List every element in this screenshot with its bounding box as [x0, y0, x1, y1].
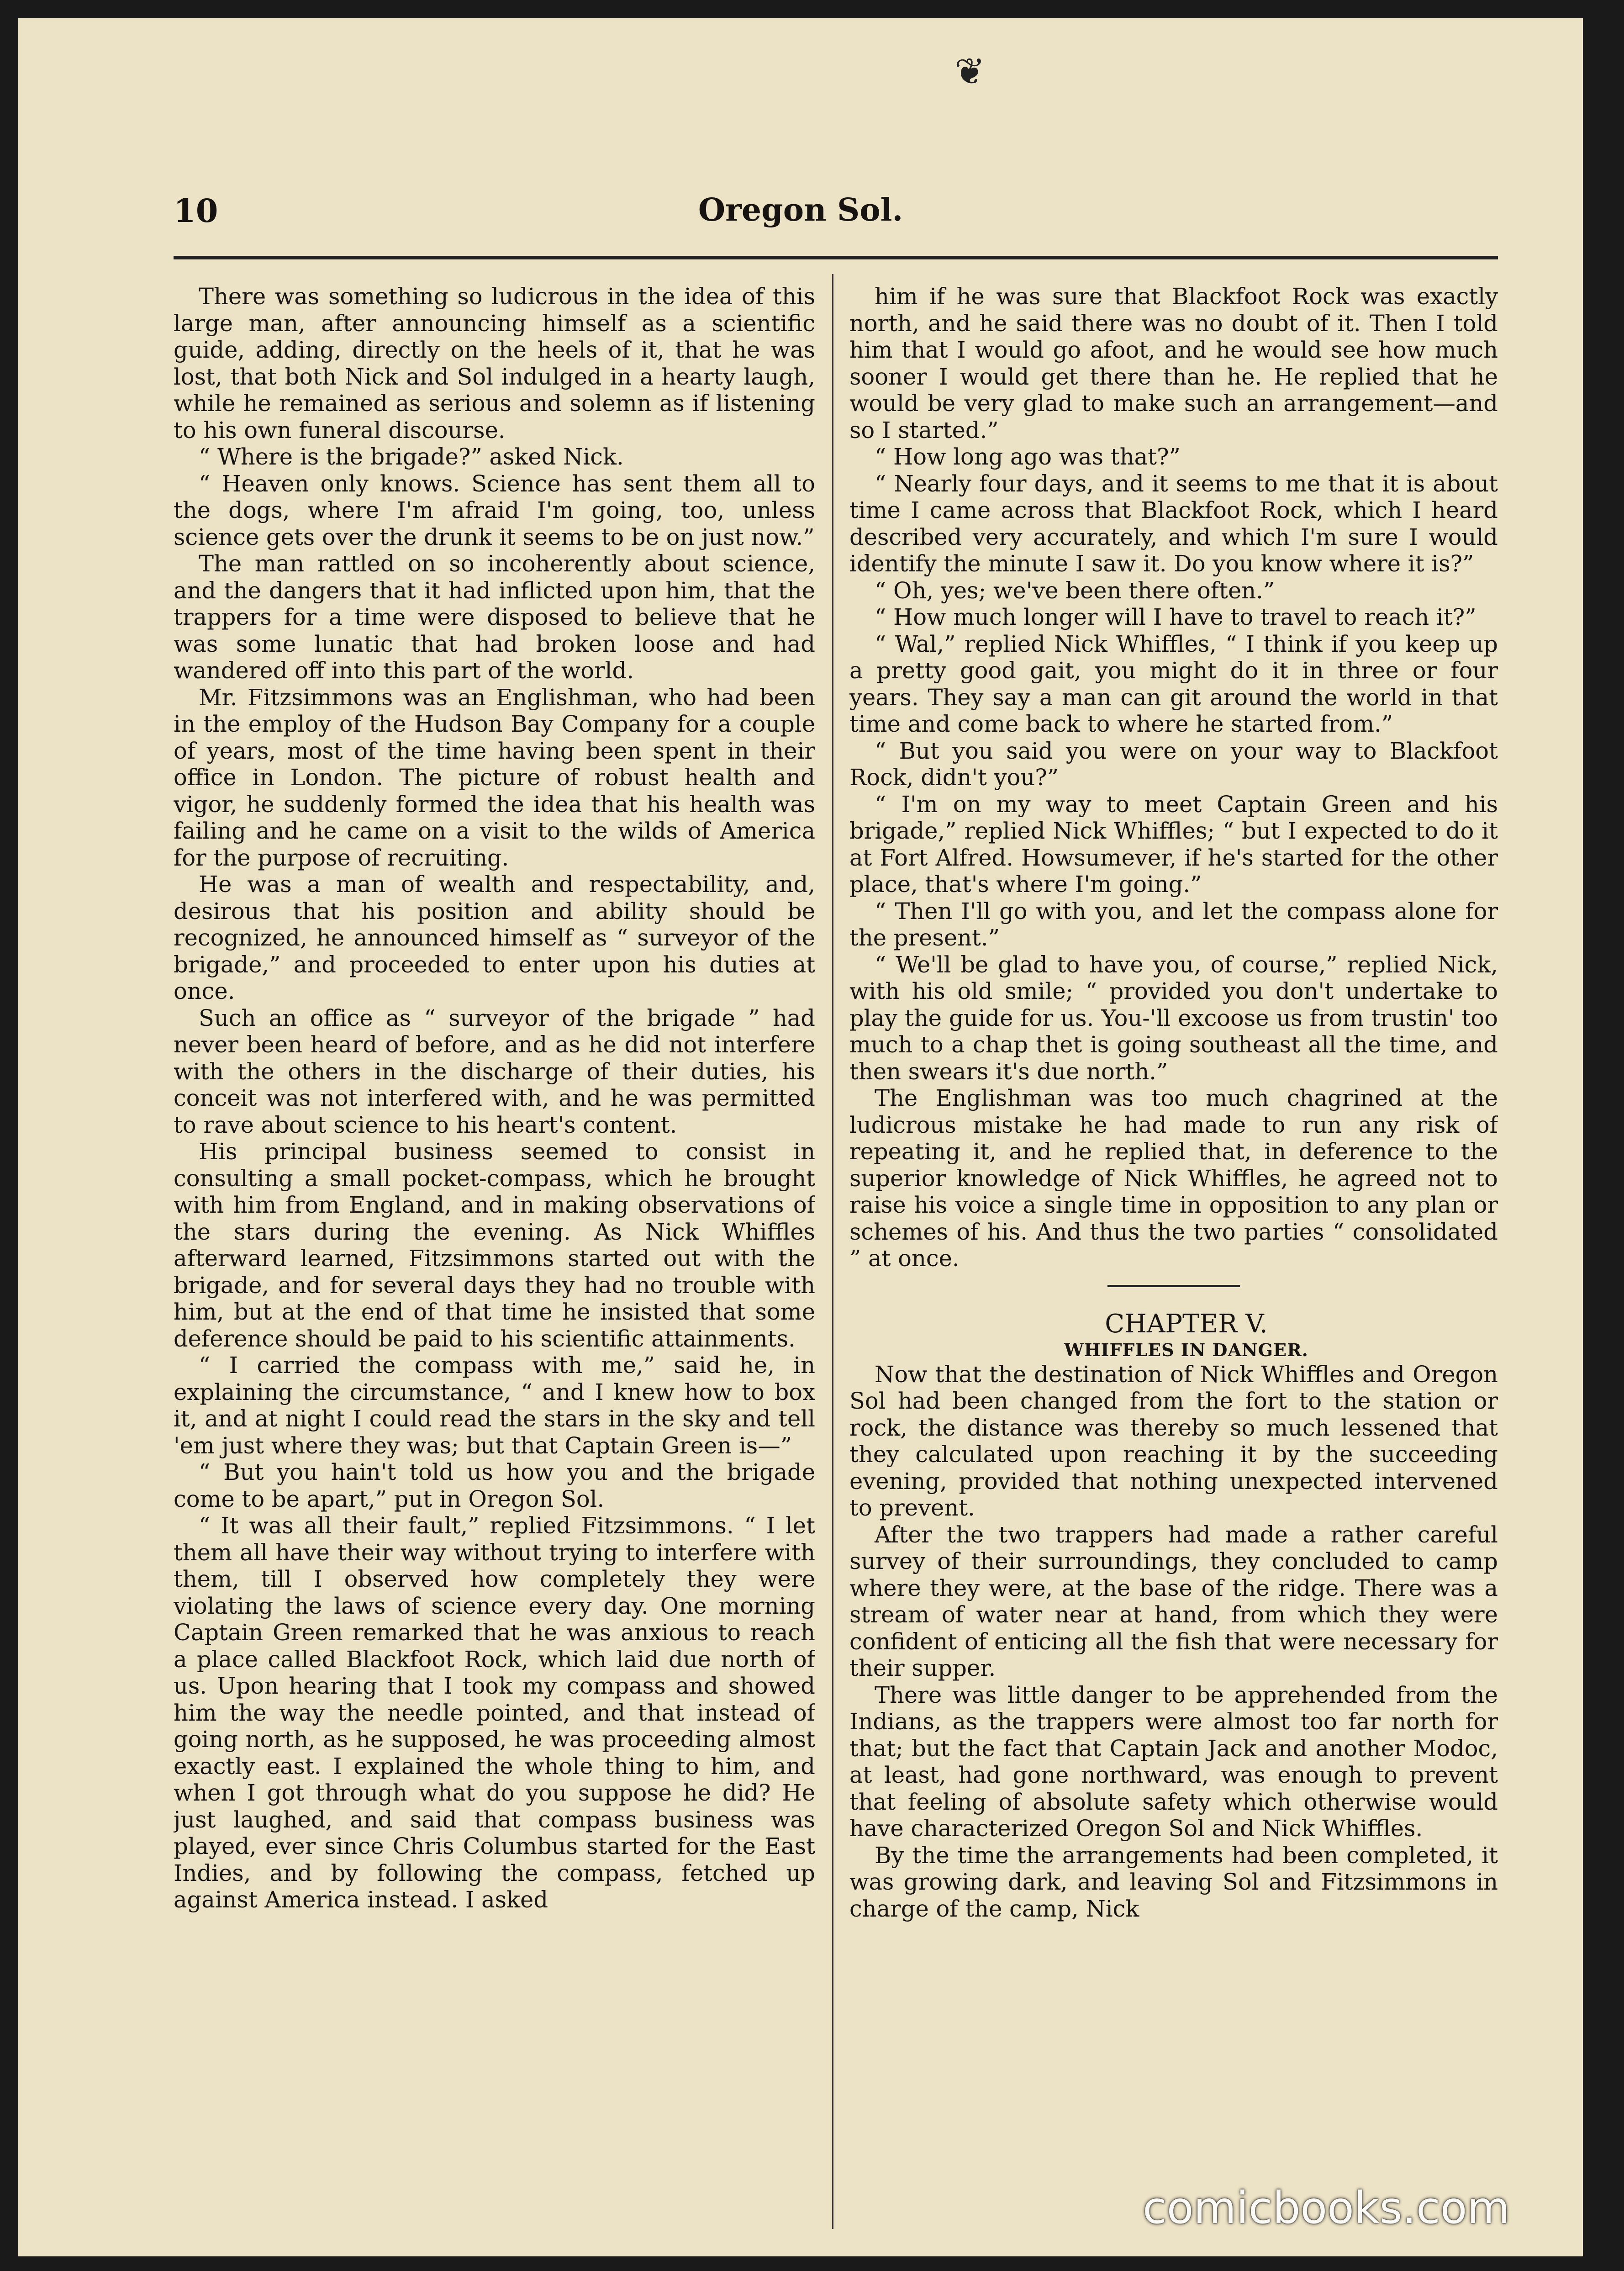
- column-divider: [832, 274, 833, 2229]
- paragraph: “ But you hain't told us how you and the brigade come to be apart,” put in Oregon Sol.: [174, 1459, 815, 1512]
- paragraph: “ Wal,” replied Nick Whiffles, “ I think if you keep up a pretty good gait, you might do it in three or four years. They say a man can git around the world in that time and come back to where he started from.”: [849, 630, 1498, 737]
- paragraph: “ Then I'll go with you, and let the compass alone for the present.”: [849, 898, 1498, 951]
- paragraph: He was a man of wealth and respectability, and, desirous that his position and ability should be recognized, he announced himself as “ surveyor of the brigade,” and proceeded to enter upon his duties at once.: [174, 871, 815, 1004]
- paragraph: Such an office as “ surveyor of the brigade ” had never been heard of before, and as he did not interfere with the others in the discharge of their duties, his conceit was not interfered with, and he was permitted to rave about science to his heart's content.: [174, 1004, 815, 1138]
- left-column: [174, 283, 815, 2220]
- chapter-title: CHAPTER V.: [1105, 1309, 1268, 1339]
- paragraph: him if he was sure that Blackfoot Rock was exactly north, and he said there was no doubt of it. Then I told him that I would go afoot, and he would see how much sooner I would get there than he. He replied that he would be very glad to make such an arrangement—and so I started.”: [849, 283, 1498, 444]
- paragraph: There was little danger to be apprehended from the Indians, as the trappers were almost too far north for that; but the fact that Captain Jack and another Modoc, at least, had gone northward, was enough to prevent that feeling of absolute safety which otherwise would have characterized Oregon Sol and Nick Whiffles.: [849, 1681, 1498, 1842]
- paragraph: After the two trappers had made a rather careful survey of their surroundings, they concluded to camp where they were, at the base of the ridge. There was a stream of water near at hand, from which they were confident of enticing all the fish that were necessary for their supper.: [849, 1521, 1498, 1681]
- document-page: [18, 18, 1583, 2256]
- paragraph: “ Oh, yes; we've been there often.”: [875, 577, 1275, 604]
- paragraph: “ I'm on my way to meet Captain Green and his brigade,” replied Nick Whiffles; “ but I expected to do it at Fort Alfred. Howsumever, if he's started for the other place, that's where I'm going.”: [849, 791, 1498, 898]
- paragraph: “ How much longer will I have to travel to reach it?”: [875, 604, 1476, 630]
- page-number: 10: [174, 192, 218, 230]
- paragraph: “ How long ago was that?”: [875, 444, 1181, 470]
- paragraph: “ But you said you were on your way to Blackfoot Rock, didn't you?”: [849, 737, 1498, 791]
- paragraph: “ We'll be glad to have you, of course,” replied Nick, with his old smile; “ provided you don't undertake to play the guide for us. You-'ll excoose us from trustin' too much to a chap thet is going southeast all the time, and then swears it's due north.”: [849, 951, 1498, 1085]
- chapter-subtitle: WHIFFLES IN DANGER.: [1064, 1339, 1308, 1360]
- paragraph: The Englishman was too much chagrined at the ludicrous mistake he had made to run any risk of repeating it, and he replied that, in deference to the superior knowledge of Nick Whiffles, he agreed not to raise his voice a single time in opposition to any plan or schemes of his. And thus the two parties “ consolidated ” at once.: [849, 1085, 1498, 1272]
- paragraph: “ It was all their fault,” replied Fitzsimmons. “ I let them all have their way without trying to interfere with them, till I observed how completely they were violating the laws of science every day. One morning Captain Green remarked that he was anxious to reach a place called Blackfoot Rock, which laid due north of us. Upon hearing that I took my compass and showed him the way the needle pointed, and that instead of going north, as he supposed, he was proceeding almost exactly east. I explained the whole thing to him, and when I got through what do you suppose he did? He just laughed, and said that compass business was played, ever since Chris Columbus started for the East Indies, and by following the compass, fetched up against America instead. I asked: [174, 1512, 815, 1913]
- paragraph: The man rattled on so incoherently about science, and the dangers that it had inflicted upon him, that the trappers for a time were disposed to believe that he was some lunatic that had broken loose and had wandered off into this part of the world.: [174, 550, 815, 684]
- paragraph: “ Where is the brigade?” asked Nick.: [199, 444, 624, 470]
- paragraph: “ Heaven only knows. Science has sent them all to the dogs, where I'm afraid I'm going, too, unless science gets over the drunk it seems to be on just now.”: [174, 470, 815, 550]
- watermark: comicbooks.com: [1142, 2182, 1510, 2234]
- paragraph: “ I carried the compass with me,” said he, in explaining the circumstance, “ and I knew how to box it, and at night I could read the stars in the sky and tell 'em just where they was; but that Captain Green is—”: [174, 1352, 815, 1459]
- section-rule: [1107, 1285, 1240, 1287]
- running-title: Oregon Sol.: [698, 192, 903, 228]
- paragraph: Now that the destination of Nick Whiffles and Oregon Sol had been changed from the fort to the station or rock, the distance was thereby so much lessened that they calculated upon reaching it by the succeeding evening, provided that nothing unexpected intervened to prevent.: [849, 1361, 1498, 1521]
- paragraph: By the time the arrangements had been completed, it was growing dark, and leaving Sol and Fitzsimmons in charge of the camp, Nick: [849, 1842, 1498, 1922]
- paragraph: His principal business seemed to consist in consulting a small pocket-compass, which he brought with him from England, and in making observations of the stars during the evening. As Nick Whiffles afterward learned, Fitzsimmons started out with the brigade, and for several days they had no trouble with him, but at the end of that time he insisted that some deference should be paid to his scientific attainments.: [174, 1138, 815, 1352]
- paragraph: “ Nearly four days, and it seems to me that it is about time I came across that Blackfoot Rock, which I heard described very accurately, and which I'm sure I would identify the minute I saw it. Do you know where it is?”: [849, 470, 1498, 577]
- paragraph: There was something so ludicrous in the idea of this large man, after announcing himself as a scientific guide, adding, directly on the heels of it, that he was lost, that both Nick and Sol indulged in a hearty laugh, while he remained as serious and solemn as if listening to his own funeral discourse.: [174, 283, 815, 444]
- paragraph: Mr. Fitzsimmons was an Englishman, who had been in the employ of the Hudson Bay Company for a couple of years, most of the time having been spent in their office in London. The picture of robust health and vigor, he suddenly formed the idea that his health was failing and he came on a visit to the wilds of America for the purpose of recruiting.: [174, 684, 815, 871]
- ornament-mark: ❦: [954, 50, 986, 93]
- header-rule: [174, 256, 1498, 259]
- right-column: [849, 283, 1498, 2220]
